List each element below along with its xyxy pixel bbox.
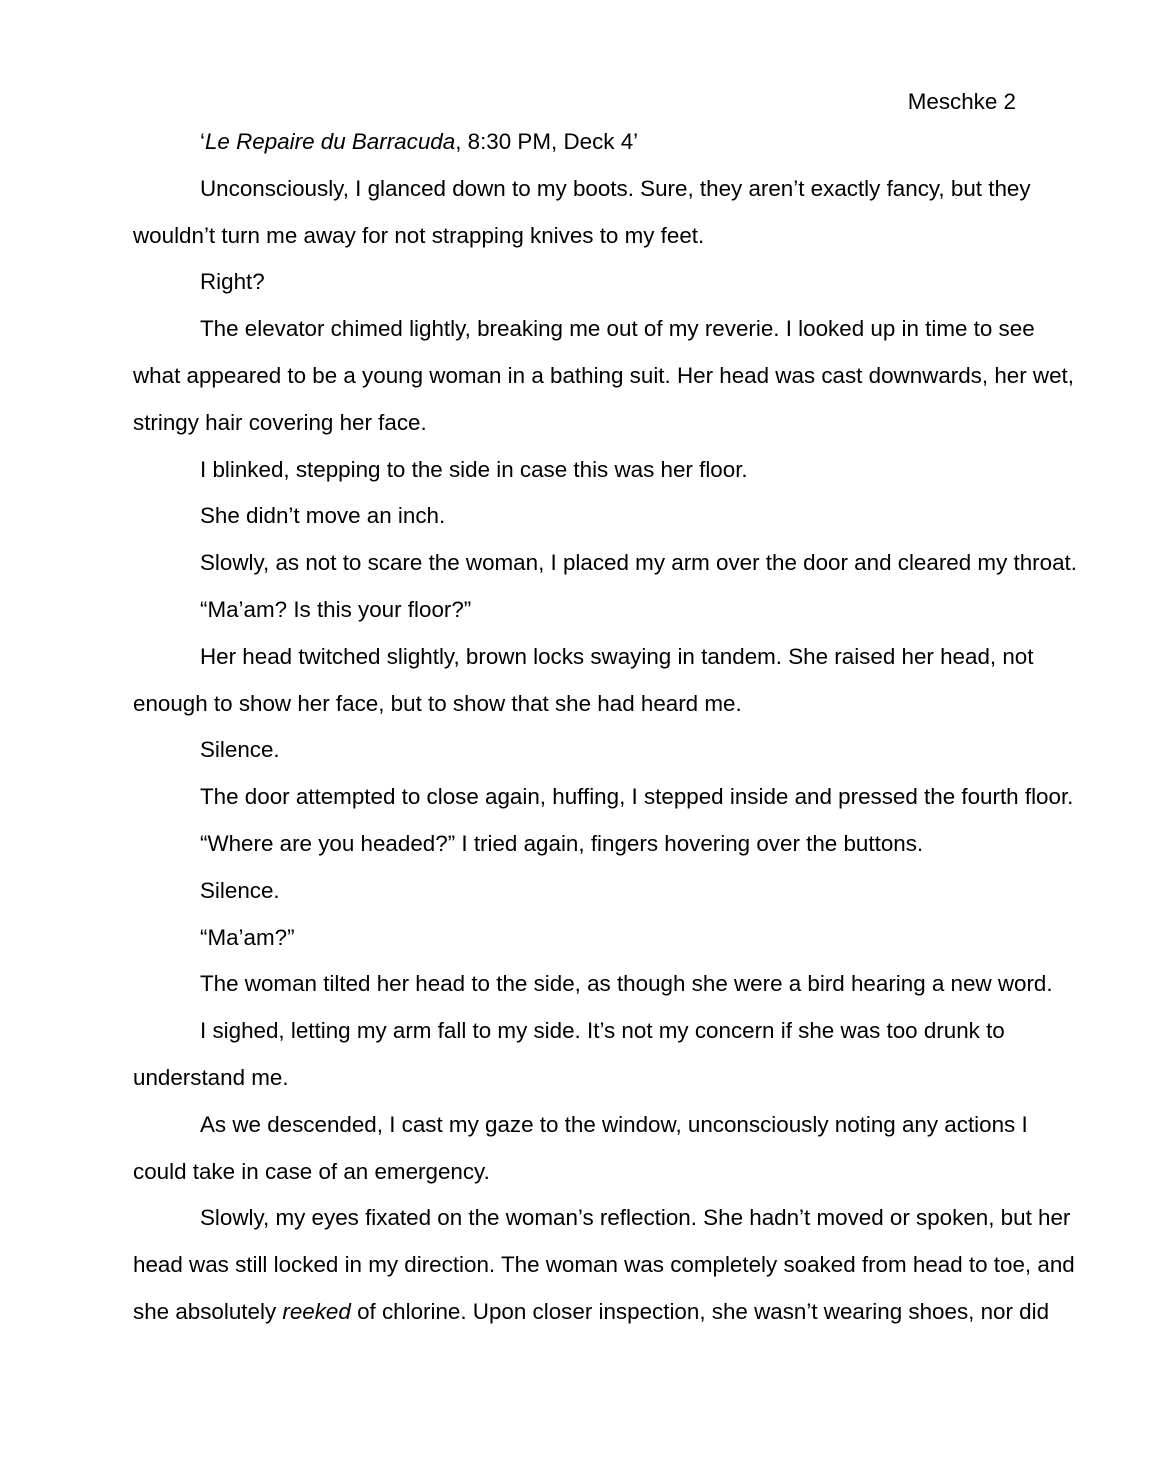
text-line (133, 1195, 1071, 1242)
text-line (133, 213, 1023, 260)
text-line (133, 447, 1023, 494)
text-segment: The woman tilted her head to the side, as though she were a bird hearing a new word. (200, 971, 1053, 997)
paragraph (133, 306, 1074, 446)
paragraph (133, 1008, 1023, 1102)
text-segment: ‘ (200, 129, 205, 154)
text-line (133, 1242, 1075, 1289)
paragraph (133, 166, 1031, 260)
text-line (133, 868, 1023, 915)
text-line (133, 1102, 1028, 1149)
text-line (133, 1008, 1023, 1055)
text-segment: stringy hair covering her face. (133, 409, 427, 435)
text-line (133, 306, 1035, 353)
text-segment: Silence. (200, 737, 280, 763)
text-segment: The door attempted to close again, huffing, I stepped inside and pressed the fourth floor. (200, 784, 1074, 810)
text-segment: understand me. (133, 1064, 289, 1090)
document-body (133, 119, 1077, 1336)
header-author-page-number: Meschke 2 (907, 89, 1016, 114)
text-segment: I blinked, stepping to the side in case this was her floor. (200, 456, 748, 482)
paragraph (133, 1195, 1075, 1335)
paragraph (133, 259, 1023, 306)
text-segment: Slowly, as not to scare the woman, I placed my arm over the door and cleared my throat. (200, 550, 1077, 576)
paragraph (133, 774, 1074, 821)
text-line (133, 1055, 1023, 1102)
text-segment: Right? (200, 269, 265, 295)
text-segment: Slowly, my eyes fixated on the woman’s reflection. She hadn’t moved or spoken, but her (200, 1205, 1071, 1231)
text-segment: “Ma’am?” (200, 924, 295, 950)
italic-text-segment: Le Repaire du Barracuda (204, 129, 456, 154)
paragraph (133, 493, 1023, 540)
text-line (133, 634, 1034, 681)
paragraph (133, 447, 1023, 494)
text-segment: Her head twitched slightly, brown locks swaying in tandem. She raised her head, not (200, 643, 1034, 669)
paragraph (133, 587, 1023, 634)
paragraph (133, 1102, 1028, 1196)
text-line (133, 681, 1023, 728)
text-line (133, 915, 1023, 962)
text-segment: Unconsciously, I glanced down to my boots. Sure, they aren’t exactly fancy, but they (200, 175, 1031, 201)
text-line (133, 821, 1023, 868)
text-line (133, 1289, 1050, 1336)
paragraph (133, 119, 1023, 166)
text-line (133, 493, 1023, 540)
text-segment: she absolutely (133, 1298, 283, 1324)
paragraph (133, 821, 1023, 868)
text-segment: “Where are you headed?” I tried again, fingers hovering over the buttons. (200, 830, 924, 856)
text-line (133, 587, 1023, 634)
text-segment: wouldn’t turn me away for not strapping knives to my feet. (133, 222, 705, 248)
text-segment: , 8:30 PM, Deck 4’ (455, 129, 639, 154)
text-line (133, 774, 1074, 821)
text-line (133, 259, 1023, 306)
text-line (133, 353, 1074, 400)
text-segment: “Ma’am? Is this your floor?” (200, 596, 472, 622)
text-segment: could take in case of an emergency. (133, 1158, 490, 1184)
paragraph (133, 868, 1023, 915)
text-line (133, 961, 1053, 1008)
text-segment: As we descended, I cast my gaze to the window, unconsciously noting any actions I (200, 1111, 1028, 1137)
italic-text-segment: reeked (282, 1298, 351, 1324)
paragraph (133, 961, 1053, 1008)
text-segment: enough to show her face, but to show that she had heard me. (133, 690, 742, 716)
text-line (133, 400, 1023, 447)
text-line (133, 540, 1077, 587)
text-segment: Silence. (200, 877, 280, 903)
text-line (133, 166, 1031, 213)
text-segment: what appeared to be a young woman in a bathing suit. Her head was cast downwards, her wet, (133, 362, 1074, 388)
text-segment: I sighed, letting my arm fall to my side. It’s not my concern if she was too drunk to (200, 1018, 1005, 1044)
text-line (133, 119, 1023, 166)
text-segment: The elevator chimed lightly, breaking me out of my reverie. I looked up in time to see (200, 316, 1035, 342)
paragraph (133, 727, 1023, 774)
text-line (133, 1149, 1023, 1196)
paragraph (133, 540, 1077, 587)
text-segment: of chlorine. Upon closer inspection, she wasn’t wearing shoes, nor did (350, 1298, 1050, 1324)
text-line (133, 727, 1023, 774)
text-segment: She didn’t move an inch. (200, 503, 446, 529)
text-segment: head was still locked in my direction. The woman was completely soaked from head to toe, and (133, 1252, 1075, 1278)
paragraph (133, 634, 1034, 728)
paragraph (133, 915, 1023, 962)
